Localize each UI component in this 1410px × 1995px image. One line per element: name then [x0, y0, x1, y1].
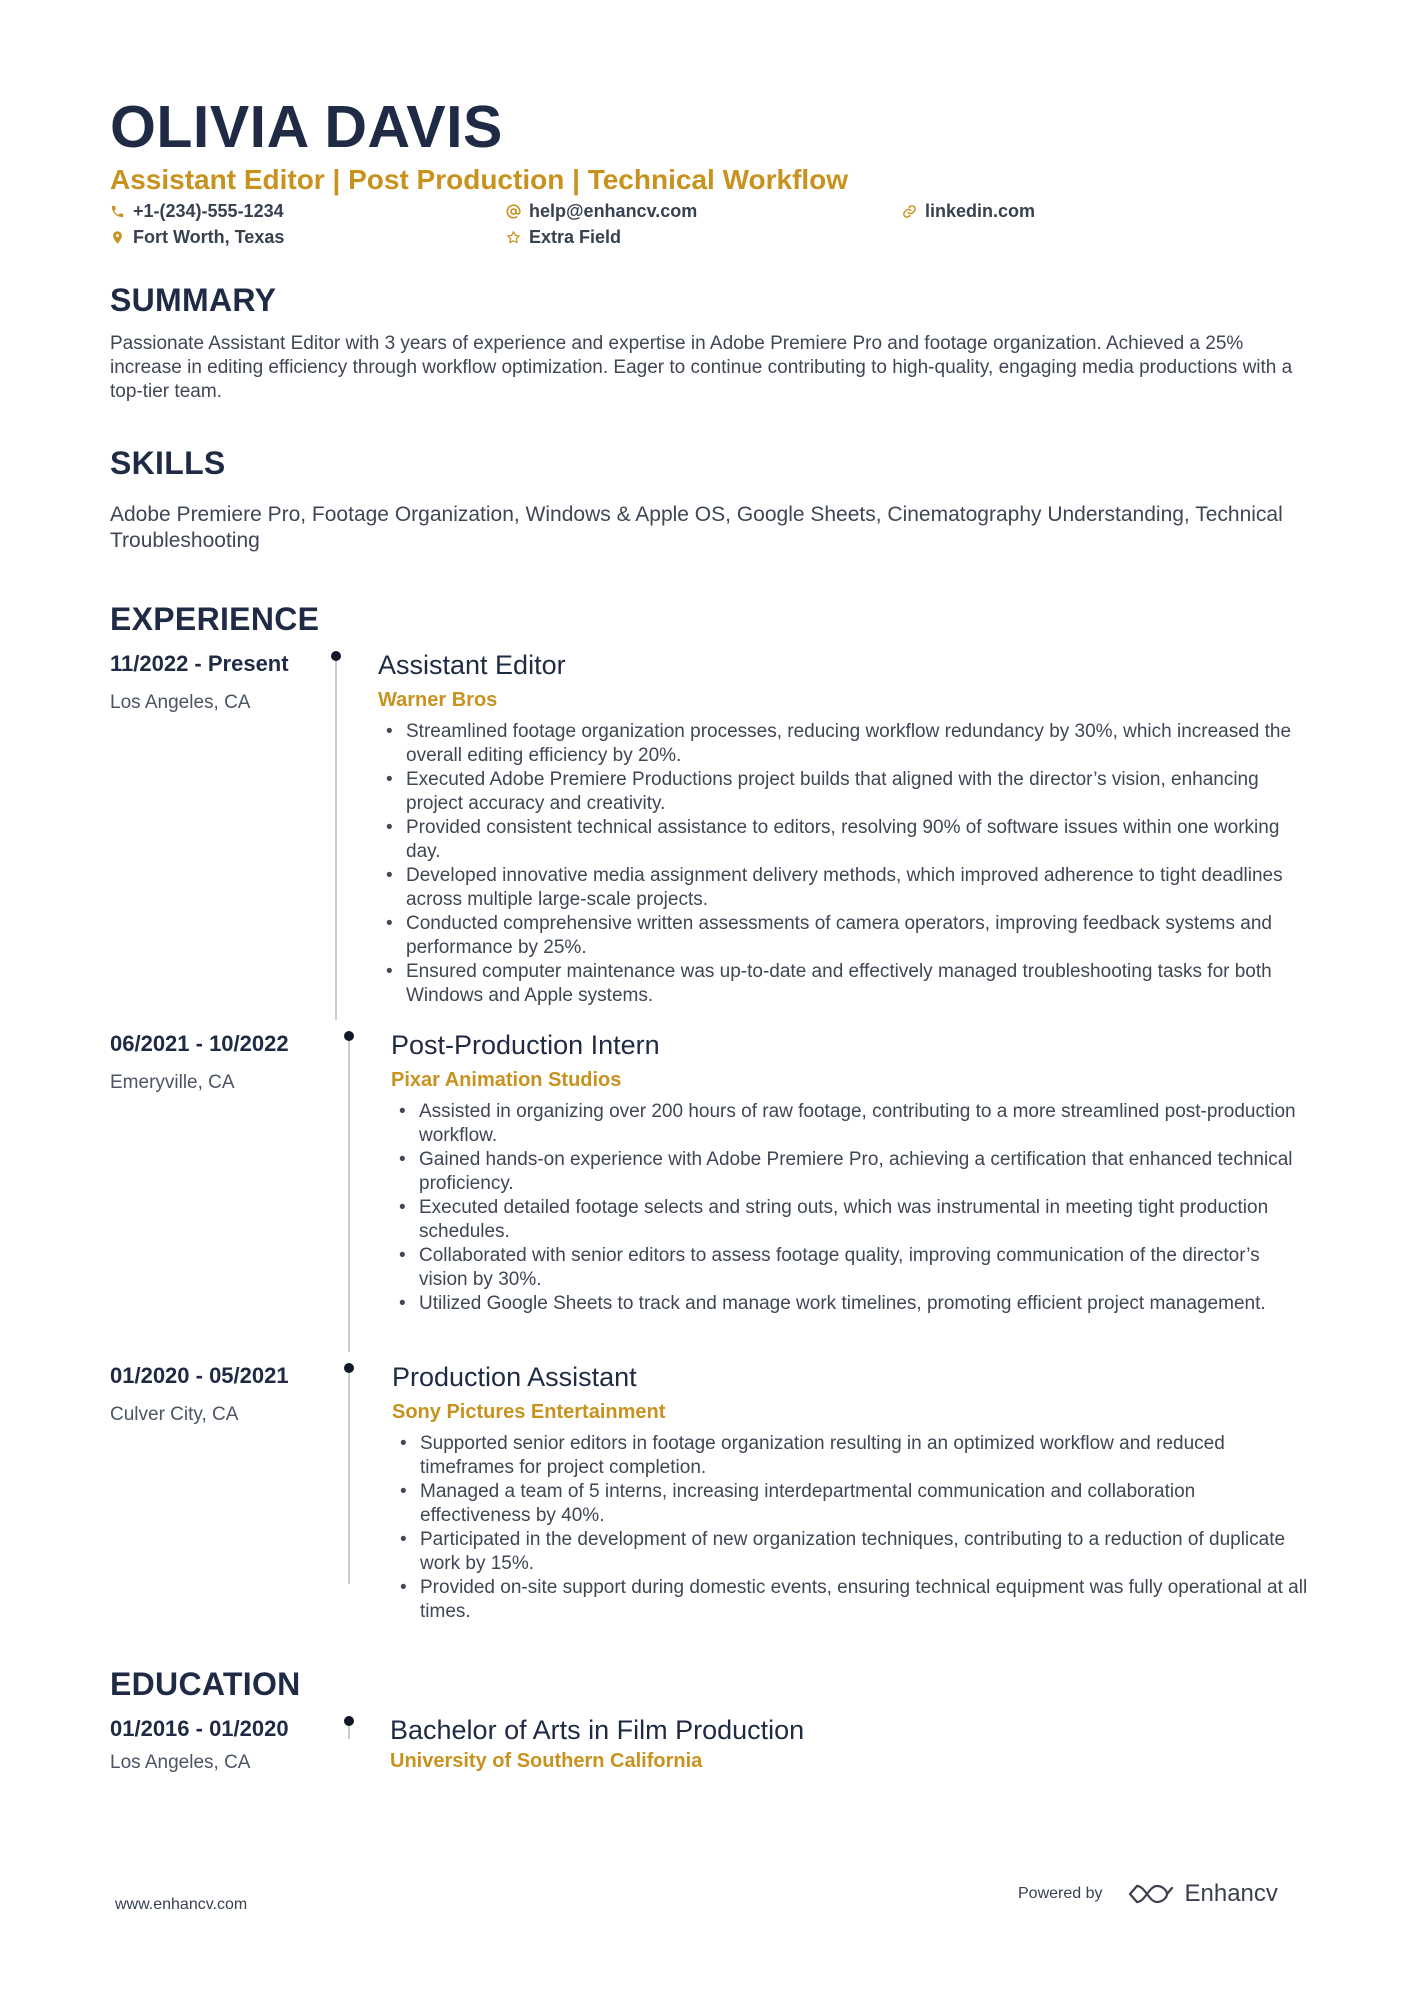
- map-pin-icon: [110, 230, 125, 245]
- link-icon: [902, 204, 917, 219]
- list-item: • Participated in the development of new organization techniques, contributing to a reduction of duplicate work by 15%.: [392, 1528, 1308, 1576]
- job-1-role: Assistant Editor: [378, 650, 566, 680]
- list-item: • Executed Adobe Premiere Productions project builds that aligned with the director’s vision, enhancing project accuracy and creativity.: [378, 768, 1308, 816]
- timeline-line: [348, 1040, 350, 1352]
- job-3-role: Production Assistant: [392, 1362, 637, 1392]
- list-item: • Executed detailed footage selects and string outs, which was instrumental in meeting tight production schedules.: [391, 1196, 1308, 1244]
- list-item: • Conducted comprehensive written assessments of camera operators, improving feedback systems and performance by 25%.: [378, 912, 1308, 960]
- location-text: Fort Worth, Texas: [133, 227, 285, 247]
- contact-linkedin[interactable]: [902, 202, 1035, 220]
- skills-text: Adobe Premiere Pro, Footage Organization, Windows & Apple OS, Google Sheets, Cinematography Understanding, Technical Troubleshooting: [110, 503, 1283, 552]
- education-degree: Bachelor of Arts in Film Production: [390, 1715, 805, 1745]
- timeline-line: [348, 1372, 350, 1584]
- phone-icon: [110, 204, 125, 219]
- education-title: EDUCATION: [110, 1666, 301, 1702]
- skills-title: SKILLS: [110, 445, 226, 481]
- list-item: • Utilized Google Sheets to track and manage work timelines, promoting efficient project management.: [391, 1292, 1308, 1316]
- list-item: • Streamlined footage organization processes, reducing workflow redundancy by 30%, which increased the overall editing efficiency by 20%.: [378, 720, 1308, 768]
- timeline-dot: [331, 651, 341, 661]
- timeline-dot: [344, 1031, 354, 1041]
- experience-title: EXPERIENCE: [110, 601, 320, 637]
- list-item: • Supported senior editors in footage organization resulting in an optimized workflow and reduced timeframes for project completion.: [392, 1432, 1308, 1480]
- list-item: • Managed a team of 5 interns, increasing interdepartmental communication and collaboration effectiveness by 40%.: [392, 1480, 1308, 1528]
- timeline-line: [335, 660, 337, 1020]
- brand-name: Enhancv: [1184, 1880, 1278, 1907]
- education-dates: 01/2016 - 01/2020: [110, 1716, 289, 1741]
- footer-website[interactable]: www.enhancv.com: [115, 1896, 248, 1913]
- job-2-company: Pixar Animation Studios: [391, 1069, 622, 1091]
- job-2-dates: 06/2021 - 10/2022: [110, 1031, 289, 1056]
- phone-text: +1-(234)-555-1234: [133, 201, 284, 221]
- job-1-location: Los Angeles, CA: [110, 692, 251, 713]
- job-2-role: Post-Production Intern: [391, 1030, 660, 1060]
- list-item: • Gained hands-on experience with Adobe Premiere Pro, achieving a certification that enhanced technical proficiency.: [391, 1148, 1308, 1196]
- timeline-dot: [344, 1363, 354, 1373]
- list-item: • Developed innovative media assignment delivery methods, which improved adherence to tight deadlines across multiple large-scale projects.: [378, 864, 1308, 912]
- email-text: help@enhancv.com: [529, 201, 698, 221]
- job-1-bullets: [378, 720, 1308, 1008]
- contact-location: [110, 228, 284, 246]
- list-item: • Assisted in organizing over 200 hours of raw footage, contributing to a more streamlined post-production workflow.: [391, 1100, 1308, 1148]
- list-item: • Ensured computer maintenance was up-to-date and effectively managed troubleshooting tasks for both Windows and Apple systems.: [378, 960, 1308, 1008]
- list-item: • Collaborated with senior editors to assess footage quality, improving communication of the director’s vision by 30%.: [391, 1244, 1308, 1292]
- linkedin-text: linkedin.com: [925, 201, 1036, 221]
- contact-extra: [506, 228, 621, 246]
- summary-title: SUMMARY: [110, 282, 277, 318]
- extra-text: Extra Field: [529, 227, 622, 247]
- candidate-headline: Assistant Editor | Post Production | Technical Workflow: [110, 164, 849, 195]
- powered-by-text: Powered by: [1018, 1885, 1103, 1902]
- job-3-location: Culver City, CA: [110, 1404, 239, 1425]
- job-3-bullets: [392, 1432, 1308, 1624]
- job-2-location: Emeryville, CA: [110, 1072, 235, 1093]
- candidate-name: OLIVIA DAVIS: [110, 94, 503, 160]
- education-school: University of Southern California: [390, 1750, 703, 1772]
- job-3-dates: 01/2020 - 05/2021: [110, 1363, 289, 1388]
- at-sign-icon: [506, 204, 521, 219]
- job-1-company: Warner Bros: [378, 689, 498, 711]
- contact-phone: [110, 202, 284, 220]
- summary-text: Passionate Assistant Editor with 3 years of experience and expertise in Adobe Premiere Pro and footage organization. Achieved a 25% increase in editing efficiency through workflow optimization. Eager to continue contributing to high-quality, engaging media productions with a top-tier team.: [110, 333, 1293, 402]
- footer-branding: [1018, 1880, 1278, 1908]
- timeline-line: [348, 1725, 350, 1739]
- timeline-dot: [344, 1716, 354, 1726]
- job-2-bullets: [391, 1100, 1308, 1316]
- brand-logo[interactable]: [1127, 1880, 1278, 1908]
- list-item: • Provided on-site support during domestic events, ensuring technical equipment was fully operational at all times.: [392, 1576, 1308, 1624]
- list-item: • Provided consistent technical assistance to editors, resolving 90% of software issues within one working day.: [378, 816, 1308, 864]
- star-icon: [506, 230, 521, 245]
- job-1-dates: 11/2022 - Present: [110, 651, 289, 676]
- contact-email[interactable]: [506, 202, 697, 220]
- education-location: Los Angeles, CA: [110, 1752, 251, 1773]
- job-3-company: Sony Pictures Entertainment: [392, 1401, 666, 1423]
- enhancv-logo-icon: [1127, 1881, 1175, 1907]
